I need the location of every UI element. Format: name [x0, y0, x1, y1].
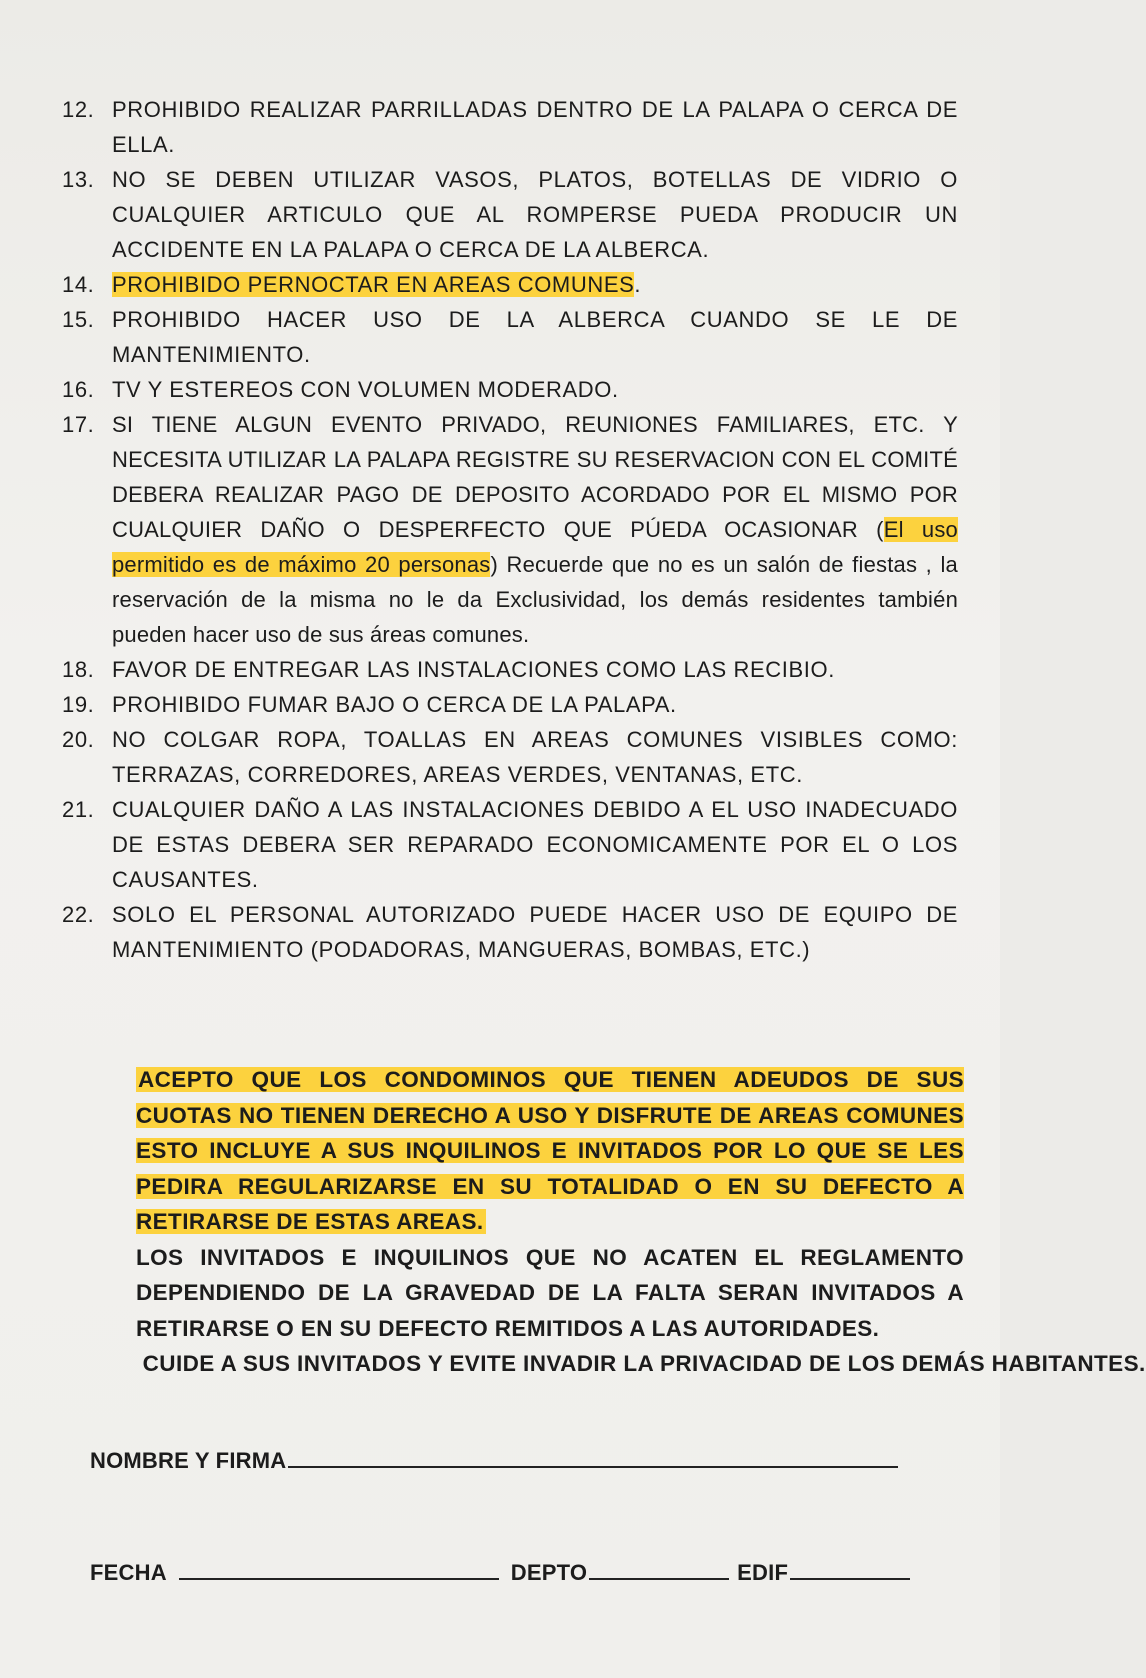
rule-item-21	[62, 792, 958, 897]
date-label: FECHA	[90, 1560, 167, 1585]
dept-label: DEPTO	[510, 1560, 588, 1585]
rule-text-start: SI TIENE ALGUN EVENTO PRIVADO, REUNIONES FAMILIARES, ETC. Y NECESITA UTILIZAR LA PALAPA REGISTRE SU RESERVACION CON EL COMITÉ DEBERA REALIZAR PAGO DE DEPOSITO ACORDADO POR EL MISMO POR CUALQUIER DAÑO O DESPERFECTO QUE PÚEDA OCASIONAR (	[112, 412, 958, 542]
rule-text: FAVOR DE ENTREGAR LAS INSTALACIONES COMO LAS RECIBIO.	[112, 657, 835, 682]
rule-number: 15.	[62, 307, 95, 332]
rule-number: 20.	[62, 727, 95, 752]
rule-number: 21.	[62, 797, 95, 822]
rule-text: PROHIBIDO FUMAR BAJO O CERCA DE LA PALAPA.	[112, 692, 677, 717]
rule-item-13	[62, 162, 958, 267]
rule-number: 12.	[62, 97, 95, 122]
dept-line[interactable]	[589, 1577, 729, 1580]
rule-text-end: ) Recuerde que no es un salón de fiestas , la reservación de la misma no le da Exclusividad, los demás residentes también pueden hacer uso de sus áreas comunes.	[112, 552, 958, 647]
name-signature-label: NOMBRE Y FIRMA	[90, 1448, 287, 1473]
building-label: EDIF	[737, 1560, 789, 1585]
rule-text: SOLO EL PERSONAL AUTORIZADO PUEDE HACER USO DE EQUIPO DE MANTENIMIENTO (PODADORAS, MANGUERAS, BOMBAS, ETC.)	[112, 902, 958, 962]
rule-text: CUALQUIER DAÑO A LAS INSTALACIONES DEBIDO A EL USO INADECUADO DE ESTAS DEBERA SER REPARADO ECONOMICAMENTE POR EL O LOS CAUSANTES.	[112, 797, 958, 892]
rule-text: NO SE DEBEN UTILIZAR VASOS, PLATOS, BOTELLAS DE VIDRIO O CUALQUIER ARTICULO QUE AL ROMPERSE PUEDA PRODUCIR UN ACCIDENTE EN LA PALAPA O CERCA DE LA ALBERCA.	[112, 167, 958, 262]
notice-paragraph-guests: LOS INVITADOS E INQUILINOS QUE NO ACATEN EL REGLAMENTO DEPENDIENDO DE LA GRAVEDAD DE LA FALTA SERAN INVITADOS A RETIRARSE O EN SU DEFECTO REMITIDOS A LAS AUTORIDADES.	[136, 1244, 964, 1341]
rule-item-15	[62, 302, 958, 372]
notice-paragraph-privacy: CUIDE A SUS INVITADOS Y EVITE INVADIR LA PRIVACIDAD DE LOS DEMÁS HABITANTES.	[136, 1351, 1146, 1376]
rule-text: TV Y ESTEREOS CON VOLUMEN MODERADO.	[112, 377, 619, 402]
rule-text	[112, 407, 958, 652]
rule-number: 16.	[62, 377, 95, 402]
notice-paragraph-debts	[136, 1062, 964, 1240]
rule-item-14	[62, 267, 958, 302]
highlighted-text: El uso permitido es de máximo 20 personas	[112, 517, 958, 577]
rule-text-end: .	[634, 272, 642, 297]
date-row	[90, 1560, 914, 1586]
rule-number: 14.	[62, 272, 95, 297]
rule-item-19	[62, 687, 958, 722]
notice-block	[136, 1062, 1146, 1382]
signature-row	[90, 1448, 902, 1474]
highlighted-text: PROHIBIDO PERNOCTAR EN AREAS COMUNES	[112, 272, 635, 297]
rule-number: 22.	[62, 902, 95, 927]
rule-item-22	[62, 897, 958, 967]
rule-item-17	[62, 407, 958, 652]
rule-text	[112, 267, 958, 302]
name-signature-line[interactable]	[288, 1465, 898, 1468]
rules-list	[62, 92, 958, 967]
rule-item-20	[62, 722, 958, 792]
rule-number: 19.	[62, 692, 95, 717]
rule-item-18	[62, 652, 958, 687]
rule-text: PROHIBIDO HACER USO DE LA ALBERCA CUANDO SE LE DE MANTENIMIENTO.	[112, 307, 958, 367]
rule-number: 17.	[62, 412, 95, 437]
rule-item-12	[62, 92, 958, 162]
rule-text: NO COLGAR ROPA, TOALLAS EN AREAS COMUNES VISIBLES COMO: TERRAZAS, CORREDORES, AREAS VERDES, VENTANAS, ETC.	[112, 727, 958, 787]
rule-number: 18.	[62, 657, 95, 682]
rule-item-16	[62, 372, 958, 407]
highlighted-text: ACEPTO QUE LOS CONDOMINOS QUE TIENEN ADEUDOS DE SUS CUOTAS NO TIENEN DERECHO A USO Y DISFRUTE DE AREAS COMUNES ESTO INCLUYE A SUS INQUILINOS E INVITADOS POR LO QUE SE LES PEDIRA REGULARIZARSE EN SU TOTALIDAD O EN SU DEFECTO A RETIRARSE DE ESTAS AREAS.	[136, 1067, 964, 1234]
rule-number: 13.	[62, 167, 95, 192]
building-line[interactable]	[790, 1577, 910, 1580]
date-line[interactable]	[179, 1577, 499, 1580]
rule-text: PROHIBIDO REALIZAR PARRILLADAS DENTRO DE LA PALAPA O CERCA DE ELLA.	[112, 97, 958, 157]
